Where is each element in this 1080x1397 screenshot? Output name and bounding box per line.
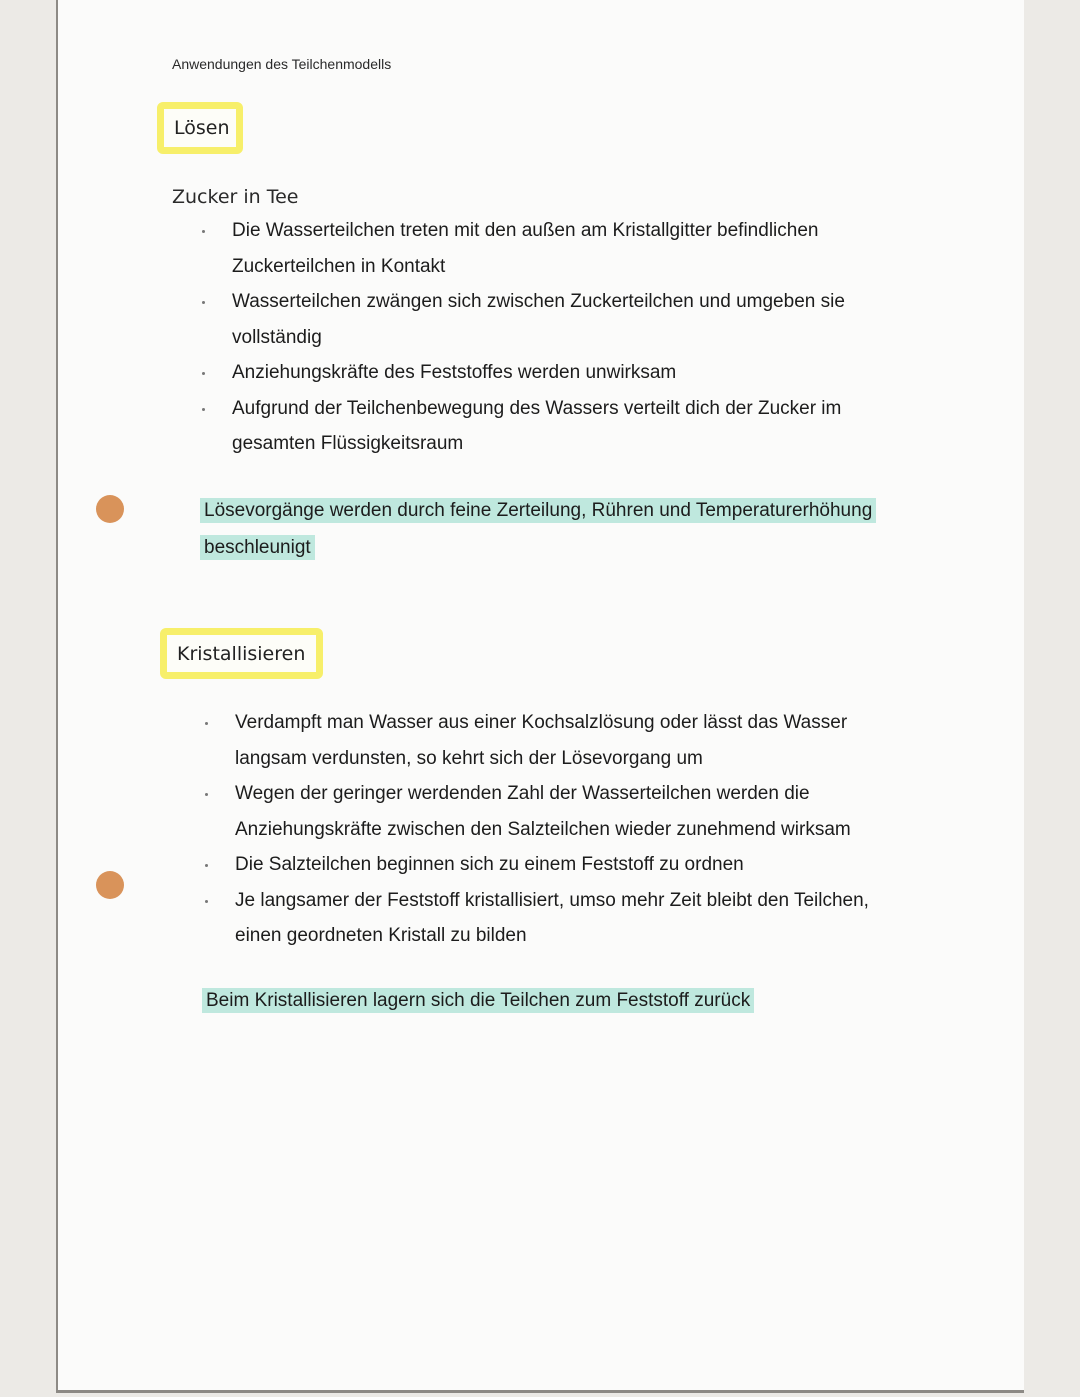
highlight-text: Beim Kristallisieren lagern sich die Teilchen zum Feststoff zurück: [202, 988, 754, 1013]
document-header: Anwendungen des Teilchenmodells: [172, 56, 392, 72]
section-title-loesen: Lösen: [157, 102, 243, 154]
highlight-summary-loesen-line1: [200, 500, 876, 522]
highlight-summary-kristallisieren: [202, 990, 754, 1012]
punch-hole-bottom: [96, 871, 124, 899]
list-item: Wasserteilchen zwängen sich zwischen Zuckerteilchen und umgeben sie vollständig: [200, 284, 900, 355]
highlight-text: beschleunigt: [200, 535, 315, 560]
list-item: Aufgrund der Teilchenbewegung des Wassers verteilt dich der Zucker im gesamten Flüssigkeitsraum: [200, 391, 900, 462]
kristallisieren-bullet-list: [203, 705, 903, 954]
highlight-summary-loesen-line2: [200, 537, 315, 559]
list-item: Verdampft man Wasser aus einer Kochsalzlösung oder lässt das Wasser langsam verdunsten, so kehrt sich der Lösevorgang um: [203, 705, 903, 776]
list-item: Wegen der geringer werdenden Zahl der Wasserteilchen werden die Anziehungskräfte zwischen den Salzteilchen wieder zunehmend wirksam: [203, 776, 903, 847]
punch-hole-top: [96, 495, 124, 523]
list-item: Die Salzteilchen beginnen sich zu einem Feststoff zu ordnen: [203, 847, 903, 883]
list-item: Die Wasserteilchen treten mit den außen am Kristallgitter befindlichen Zuckerteilchen in Kontakt: [200, 213, 900, 284]
list-item: Anziehungskräfte des Feststoffes werden unwirksam: [200, 355, 900, 391]
loesen-bullet-list: [200, 213, 900, 462]
subtitle-zucker-in-tee: Zucker in Tee: [172, 186, 299, 208]
paper-sheet: [56, 0, 1024, 1393]
section-title-kristallisieren: Kristallisieren: [160, 628, 323, 679]
highlight-text: Lösevorgänge werden durch feine Zerteilung, Rühren und Temperaturerhöhung: [200, 498, 876, 523]
list-item: Je langsamer der Feststoff kristallisiert, umso mehr Zeit bleibt den Teilchen, einen geordneten Kristall zu bilden: [203, 883, 903, 954]
